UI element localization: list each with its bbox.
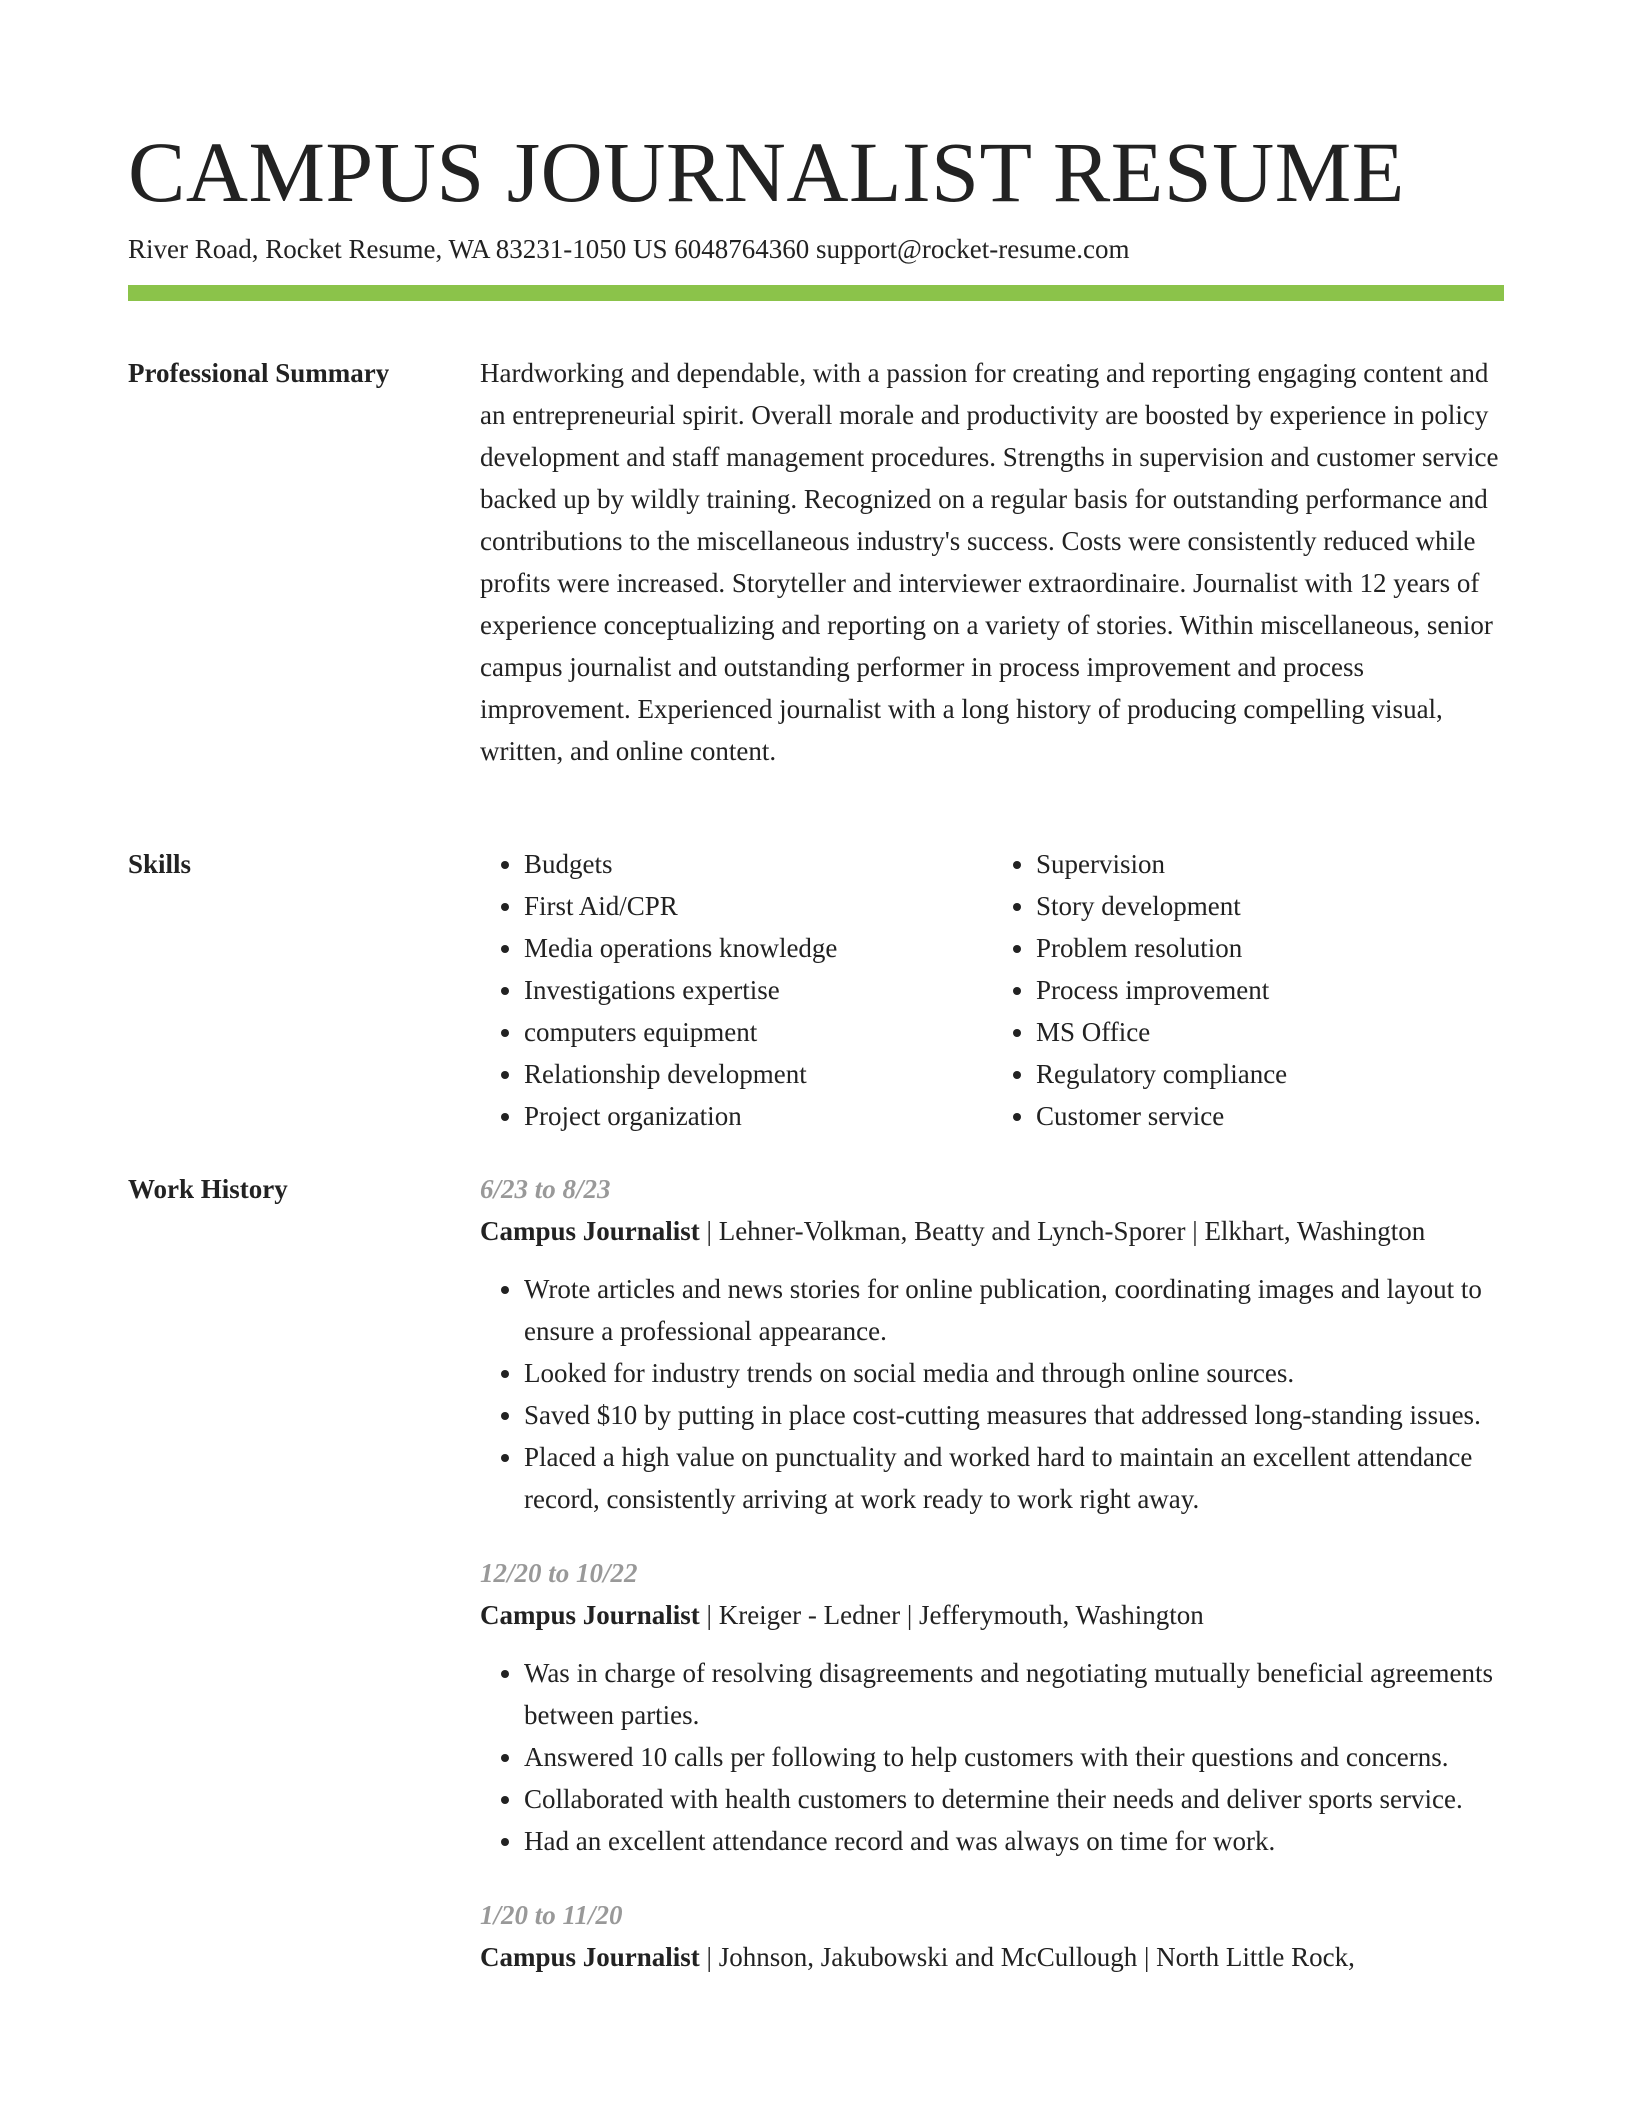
skill-item: • Relationship development <box>524 1053 992 1095</box>
job-dates: 6/23 to 8/23 <box>480 1174 611 1204</box>
contact-line: River Road, Rocket Resume, WA 83231-1050 US 6048764360 support@rocket-resume.com <box>128 234 1130 264</box>
skill-item: • Supervision <box>1036 843 1504 885</box>
work-history-body <box>480 1168 1504 2010</box>
skill-item: • Project organization <box>524 1095 992 1137</box>
section-label-skills: Skills <box>128 849 192 879</box>
job-bullet-list <box>480 1268 1504 1520</box>
skill-item: • Story development <box>1036 885 1504 927</box>
job-bullet: • Placed a high value on punctuality and worked hard to maintain an excellent attendance record, consistently arriving at work ready to work right away. <box>524 1436 1504 1520</box>
job-title-line <box>480 1936 1504 1978</box>
job-bullet-list <box>480 1652 1504 1862</box>
job-entry <box>480 1894 1504 1978</box>
skill-item: • Media operations knowledge <box>524 927 992 969</box>
job-bullet: • Was in charge of resolving disagreements and negotiating mutually beneficial agreements between parties. <box>524 1652 1504 1736</box>
skill-item: • Customer service <box>1036 1095 1504 1137</box>
skill-item: • Regulatory compliance <box>1036 1053 1504 1095</box>
job-bullet: • Looked for industry trends on social media and through online sources. <box>524 1352 1504 1394</box>
resume-title: CAMPUS JOURNALIST RESUME <box>128 124 1405 220</box>
job-bullet: • Saved $10 by putting in place cost-cutting measures that addressed long-standing issues. <box>524 1394 1504 1436</box>
job-bullet: • Wrote articles and news stories for online publication, coordinating images and layout to ensure a professional appearance. <box>524 1268 1504 1352</box>
job-title: Campus Journalist <box>480 1942 700 1972</box>
skill-item: • Investigations expertise <box>524 969 992 1011</box>
job-entry <box>480 1168 1504 1520</box>
skill-item: • computers equipment <box>524 1011 992 1053</box>
job-title-line <box>480 1594 1504 1636</box>
job-title-line <box>480 1210 1504 1252</box>
job-details: | Kreiger - Ledner | Jefferymouth, Washington <box>699 1600 1204 1630</box>
skills-list-right <box>992 843 1504 1137</box>
accent-divider <box>128 285 1504 301</box>
job-title: Campus Journalist <box>480 1216 700 1246</box>
job-dates: 1/20 to 11/20 <box>480 1900 623 1930</box>
job-details: | Johnson, Jakubowski and McCullough | North Little Rock, <box>699 1942 1355 1972</box>
skill-item: • Process improvement <box>1036 969 1504 1011</box>
summary-body <box>480 352 1504 772</box>
summary-text: Hardworking and dependable, with a passion for creating and reporting engaging content and an entrepreneurial spirit. Overall morale and productivity are boosted by experience in policy development and staff management procedures. Strengths in supervision and customer service backed up by wildly training. Recognized on a regular basis for outstanding performance and contributions to the miscellaneous industry's success. Costs were consistently reduced while profits were increased. Storyteller and interviewer extraordinaire. Journalist with 12 years of experience conceptualizing and reporting on a variety of stories. Within miscellaneous, senior campus journalist and outstanding performer in process improvement and process improvement. Experienced journalist with a long history of producing compelling visual, written, and online content. <box>480 358 1499 766</box>
section-label-work-history: Work History <box>128 1174 288 1204</box>
skill-item: • Problem resolution <box>1036 927 1504 969</box>
job-dates: 12/20 to 10/22 <box>480 1558 638 1588</box>
job-bullet: • Collaborated with health customers to determine their needs and deliver sports service. <box>524 1778 1504 1820</box>
job-title: Campus Journalist <box>480 1600 700 1630</box>
skills-list-left <box>480 843 992 1137</box>
skills-columns <box>480 843 1504 1137</box>
skill-item: • MS Office <box>1036 1011 1504 1053</box>
job-bullet: • Answered 10 calls per following to help customers with their questions and concerns. <box>524 1736 1504 1778</box>
skill-item: • First Aid/CPR <box>524 885 992 927</box>
job-bullet: • Had an excellent attendance record and was always on time for work. <box>524 1820 1504 1862</box>
section-label-summary: Professional Summary <box>128 358 390 388</box>
job-details: | Lehner-Volkman, Beatty and Lynch-Sporer | Elkhart, Washington <box>699 1216 1426 1246</box>
job-entry <box>480 1552 1504 1862</box>
skill-item: • Budgets <box>524 843 992 885</box>
skills-body <box>480 843 1504 1137</box>
